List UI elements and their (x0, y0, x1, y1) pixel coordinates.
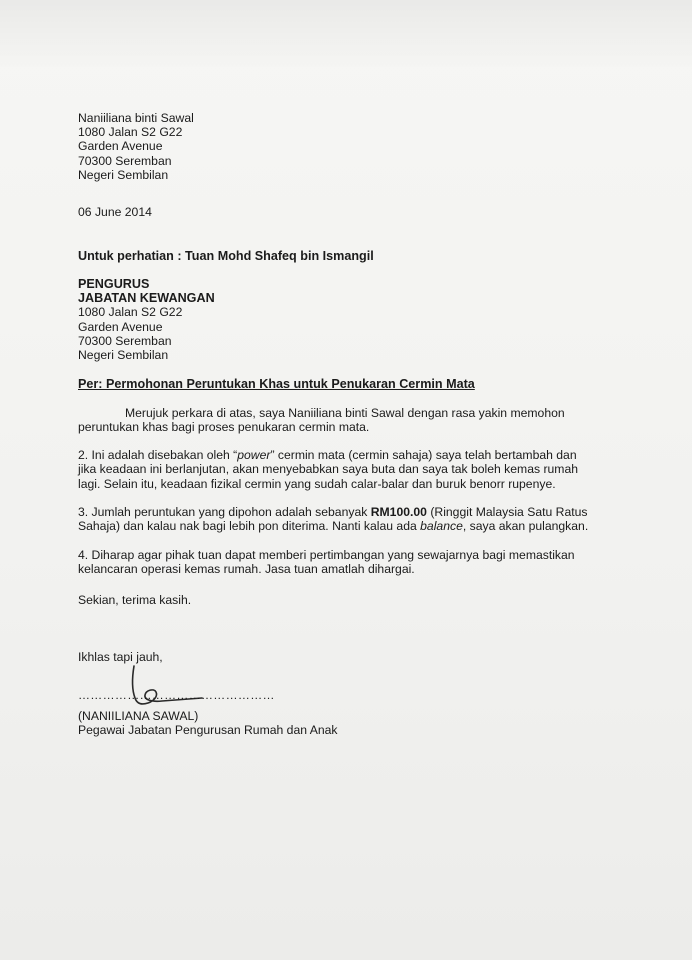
text-segment: ” cermin mata (cermin sahaja) saya telah bertambah dan (270, 448, 577, 462)
sender-name: Naniiliana binti Sawal (78, 111, 194, 125)
recipient-address-line: 1080 Jalan S2 G22 (78, 305, 183, 319)
recipient-address-line: 70300 Seremban (78, 334, 172, 348)
recipient-title: PENGURUS (78, 277, 150, 291)
amount-value: RM100.00 (370, 505, 427, 519)
letter-date: 06 June 2014 (78, 205, 152, 219)
sender-address-line: Negeri Sembilan (78, 168, 169, 182)
recipient-department: JABATAN KEWANGAN (78, 291, 215, 305)
text-segment: 2. Ini adalah disebakan oleh “ (78, 448, 238, 462)
attention-line: Untuk perhatian : Tuan Mohd Shafeq bin Ismangil (78, 249, 374, 263)
paragraph-3-line (78, 519, 588, 534)
recipient-address-line: Negeri Sembilan (78, 348, 169, 362)
text-segment: (Ringgit Malaysia Satu Ratus (426, 505, 588, 519)
text-segment: 3. Jumlah peruntukan yang dipohon adalah sebanyak (78, 505, 371, 519)
handwritten-signature (118, 660, 213, 712)
text-segment: Sahaja) dan kalau nak bagi lebih pon diterima. Nanti kalau ada (78, 519, 421, 533)
letter-subject: Per: Permohonan Peruntukan Khas untuk Penukaran Cermin Mata (78, 377, 475, 391)
recipient-address-line: Garden Avenue (78, 320, 163, 334)
paragraph-4-line: kelancaran operasi kemas rumah. Jasa tuan amatlah dihargai. (78, 562, 415, 576)
paragraph-3-line (78, 505, 588, 520)
paragraph-2-line: jika keadaan ini berlanjutan, akan menyebabkan saya buta dan saya tak boleh kemas rumah (78, 462, 579, 476)
text-segment: , saya akan pulangkan. (462, 519, 589, 533)
paragraph-1-line: Merujuk perkara di atas, saya Naniiliana binti Sawal dengan rasa yakin memohon (125, 406, 565, 420)
closing-text: Sekian, terima kasih. (78, 593, 192, 607)
sender-address-line: 1080 Jalan S2 G22 (78, 125, 183, 139)
signer-name: (NANIILIANA SAWAL) (78, 709, 199, 723)
emphasis-balance: balance (420, 519, 463, 533)
sender-address-line: Garden Avenue (78, 139, 163, 153)
sender-address-line: 70300 Seremban (78, 154, 172, 168)
scan-shadow (0, 0, 692, 70)
signature-dotted-line: ………………………………………… (78, 688, 275, 702)
paragraph-2-line: lagi. Selain itu, keadaan fizikal cermin yang sudah calar-balar dan buruk benorr rupenye. (78, 477, 556, 491)
signer-position: Pegawai Jabatan Pengurusan Rumah dan Anak (78, 723, 338, 737)
signoff-text: Ikhlas tapi jauh, (78, 650, 163, 664)
paragraph-4-line: 4. Diharap agar pihak tuan dapat memberi pertimbangan yang sewajarnya bagi memastikan (78, 548, 575, 562)
paragraph-1-line: peruntukan khas bagi proses penukaran cermin mata. (78, 420, 370, 434)
paragraph-2-line (78, 448, 577, 463)
emphasis-power: power (237, 448, 271, 462)
